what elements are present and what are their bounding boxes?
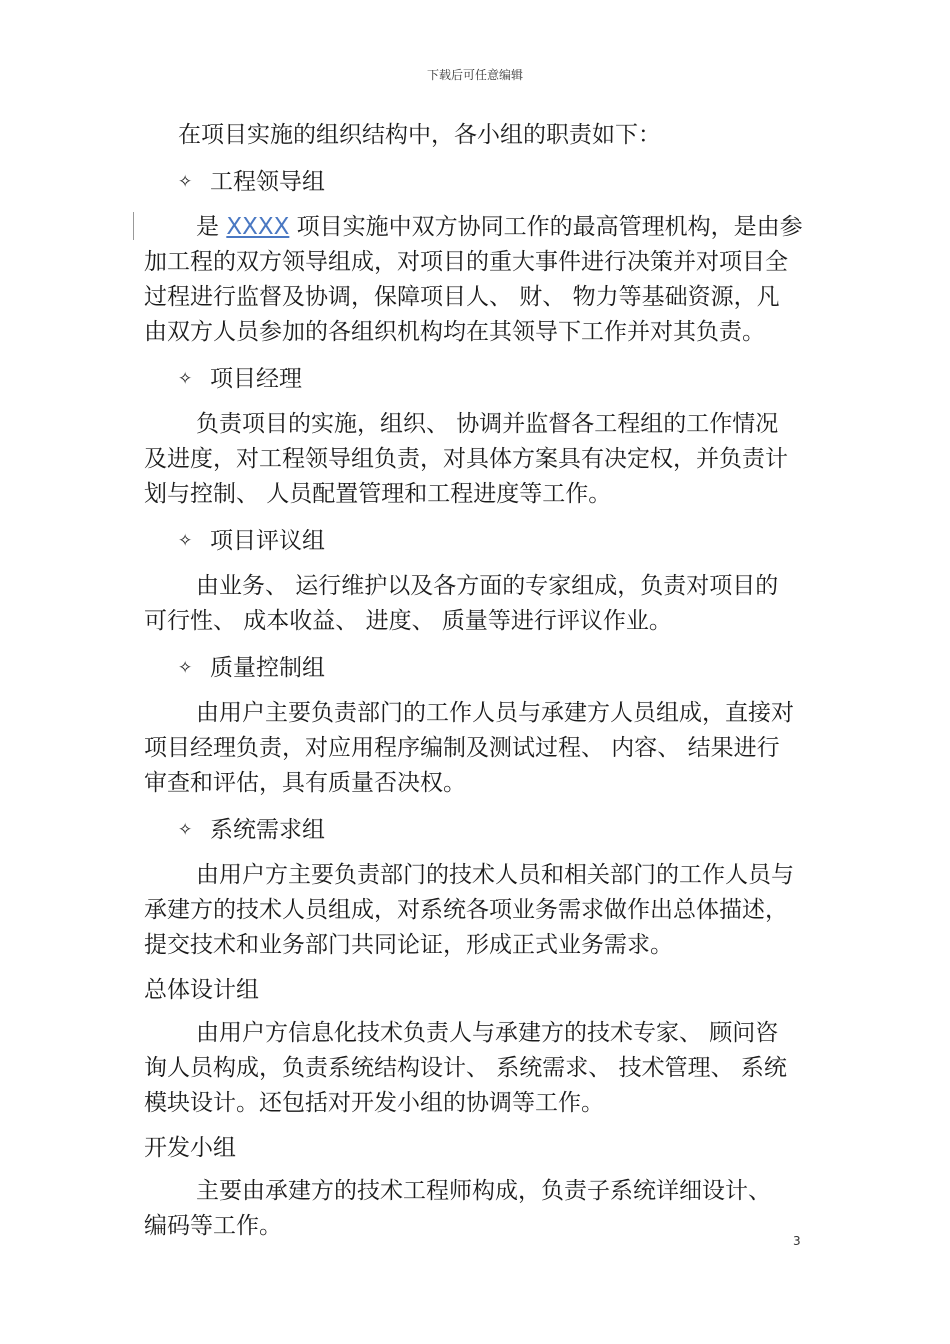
paragraph-line: 由用户方主要负责部门的技术人员和相关部门的工作人员与 — [196, 862, 794, 888]
line-start: 是 — [196, 214, 227, 240]
line-rest: 项目实施中双方协同工作的最高管理机构，是由参 — [289, 214, 803, 240]
section-heading-quality-control — [144, 651, 814, 686]
section-heading-project-manager — [144, 362, 814, 397]
paragraph-line: 提交技术和业务部门共同论证，形成正式业务需求。 — [144, 932, 673, 958]
page-number: 3 — [793, 1234, 801, 1248]
paragraph-line: 由用户方信息化技术负责人与承建方的技术专家、 顾问咨 — [196, 1020, 779, 1046]
paragraph-line: 由双方人员参加的各组织机构均在其领导下工作并对其负责。 — [144, 319, 765, 345]
paragraph-line: 加工程的双方领导组成，对项目的重大事件进行决策并对项目全 — [144, 249, 788, 275]
paragraph-line — [144, 210, 814, 245]
paragraph-line: 询人员构成，负责系统结构设计、 系统需求、 技术管理、 系统 — [144, 1055, 787, 1081]
diamond-bullet-icon: ✧ — [178, 820, 193, 840]
heading-text: 工程领导组 — [210, 169, 325, 195]
paragraph-line: 由业务、 运行维护以及各方面的专家组成，负责对项目的 — [196, 573, 779, 599]
paragraph-line: 项目经理负责，对应用程序编制及测试过程、 内容、 结果进行 — [144, 735, 780, 761]
intro-paragraph: 在项目实施的组织结构中，各小组的职责如下： — [178, 122, 661, 148]
section-heading-development: 开发小组 — [144, 1135, 236, 1161]
heading-text: 质量控制组 — [210, 655, 325, 681]
placeholder-text: XXXX — [226, 214, 290, 240]
page-header: 下载后可任意编辑 — [426, 68, 523, 82]
paragraph-line: 及进度，对工程领导组负责，对具体方案具有决定权，并负责计 — [144, 446, 788, 472]
paragraph-overall-design — [144, 1016, 814, 1121]
paragraph-line: 由用户主要负责部门的工作人员与承建方人员组成，直接对 — [196, 700, 794, 726]
heading-text: 项目经理 — [210, 366, 302, 392]
paragraph-review-group — [144, 569, 814, 639]
section-heading-requirements — [144, 813, 814, 848]
paragraph-line: 主要由承建方的技术工程师构成，负责子系统详细设计、 — [196, 1178, 771, 1204]
diamond-bullet-icon: ✧ — [178, 369, 193, 389]
heading-text: 系统需求组 — [210, 817, 325, 843]
section-heading-review-group — [144, 524, 814, 559]
heading-text: 项目评议组 — [210, 528, 325, 554]
section-heading-leadership — [144, 165, 814, 200]
document-body — [144, 118, 814, 1244]
paragraph-line: 承建方的技术人员组成，对系统各项业务需求做作出总体描述， — [144, 897, 788, 923]
diamond-bullet-icon: ✧ — [178, 172, 193, 192]
revision-change-bar — [133, 212, 134, 240]
paragraph-line: 模块设计。还包括对开发小组的协调等工作。 — [144, 1090, 604, 1116]
paragraph-quality-control — [144, 696, 814, 801]
paragraph-line: 编码等工作。 — [144, 1213, 282, 1239]
paragraph-line: 划与控制、 人员配置管理和工程进度等工作。 — [144, 481, 612, 507]
paragraph-development — [144, 1174, 814, 1244]
section-heading-overall-design: 总体设计组 — [144, 977, 259, 1003]
paragraph-requirements — [144, 858, 814, 963]
paragraph-line: 负责项目的实施，组织、 协调并监督各工程组的工作情况 — [196, 411, 779, 437]
paragraph-line: 审查和评估，具有质量否决权。 — [144, 770, 466, 796]
paragraph-line: 过程进行监督及协调，保障项目人、 财、 物力等基础资源，凡 — [144, 284, 780, 310]
paragraph-line: 可行性、 成本收益、 进度、 质量等进行评议作业。 — [144, 608, 672, 634]
paragraph-project-manager — [144, 407, 814, 512]
diamond-bullet-icon: ✧ — [178, 658, 193, 678]
paragraph-leadership — [144, 210, 814, 350]
diamond-bullet-icon: ✧ — [178, 531, 193, 551]
